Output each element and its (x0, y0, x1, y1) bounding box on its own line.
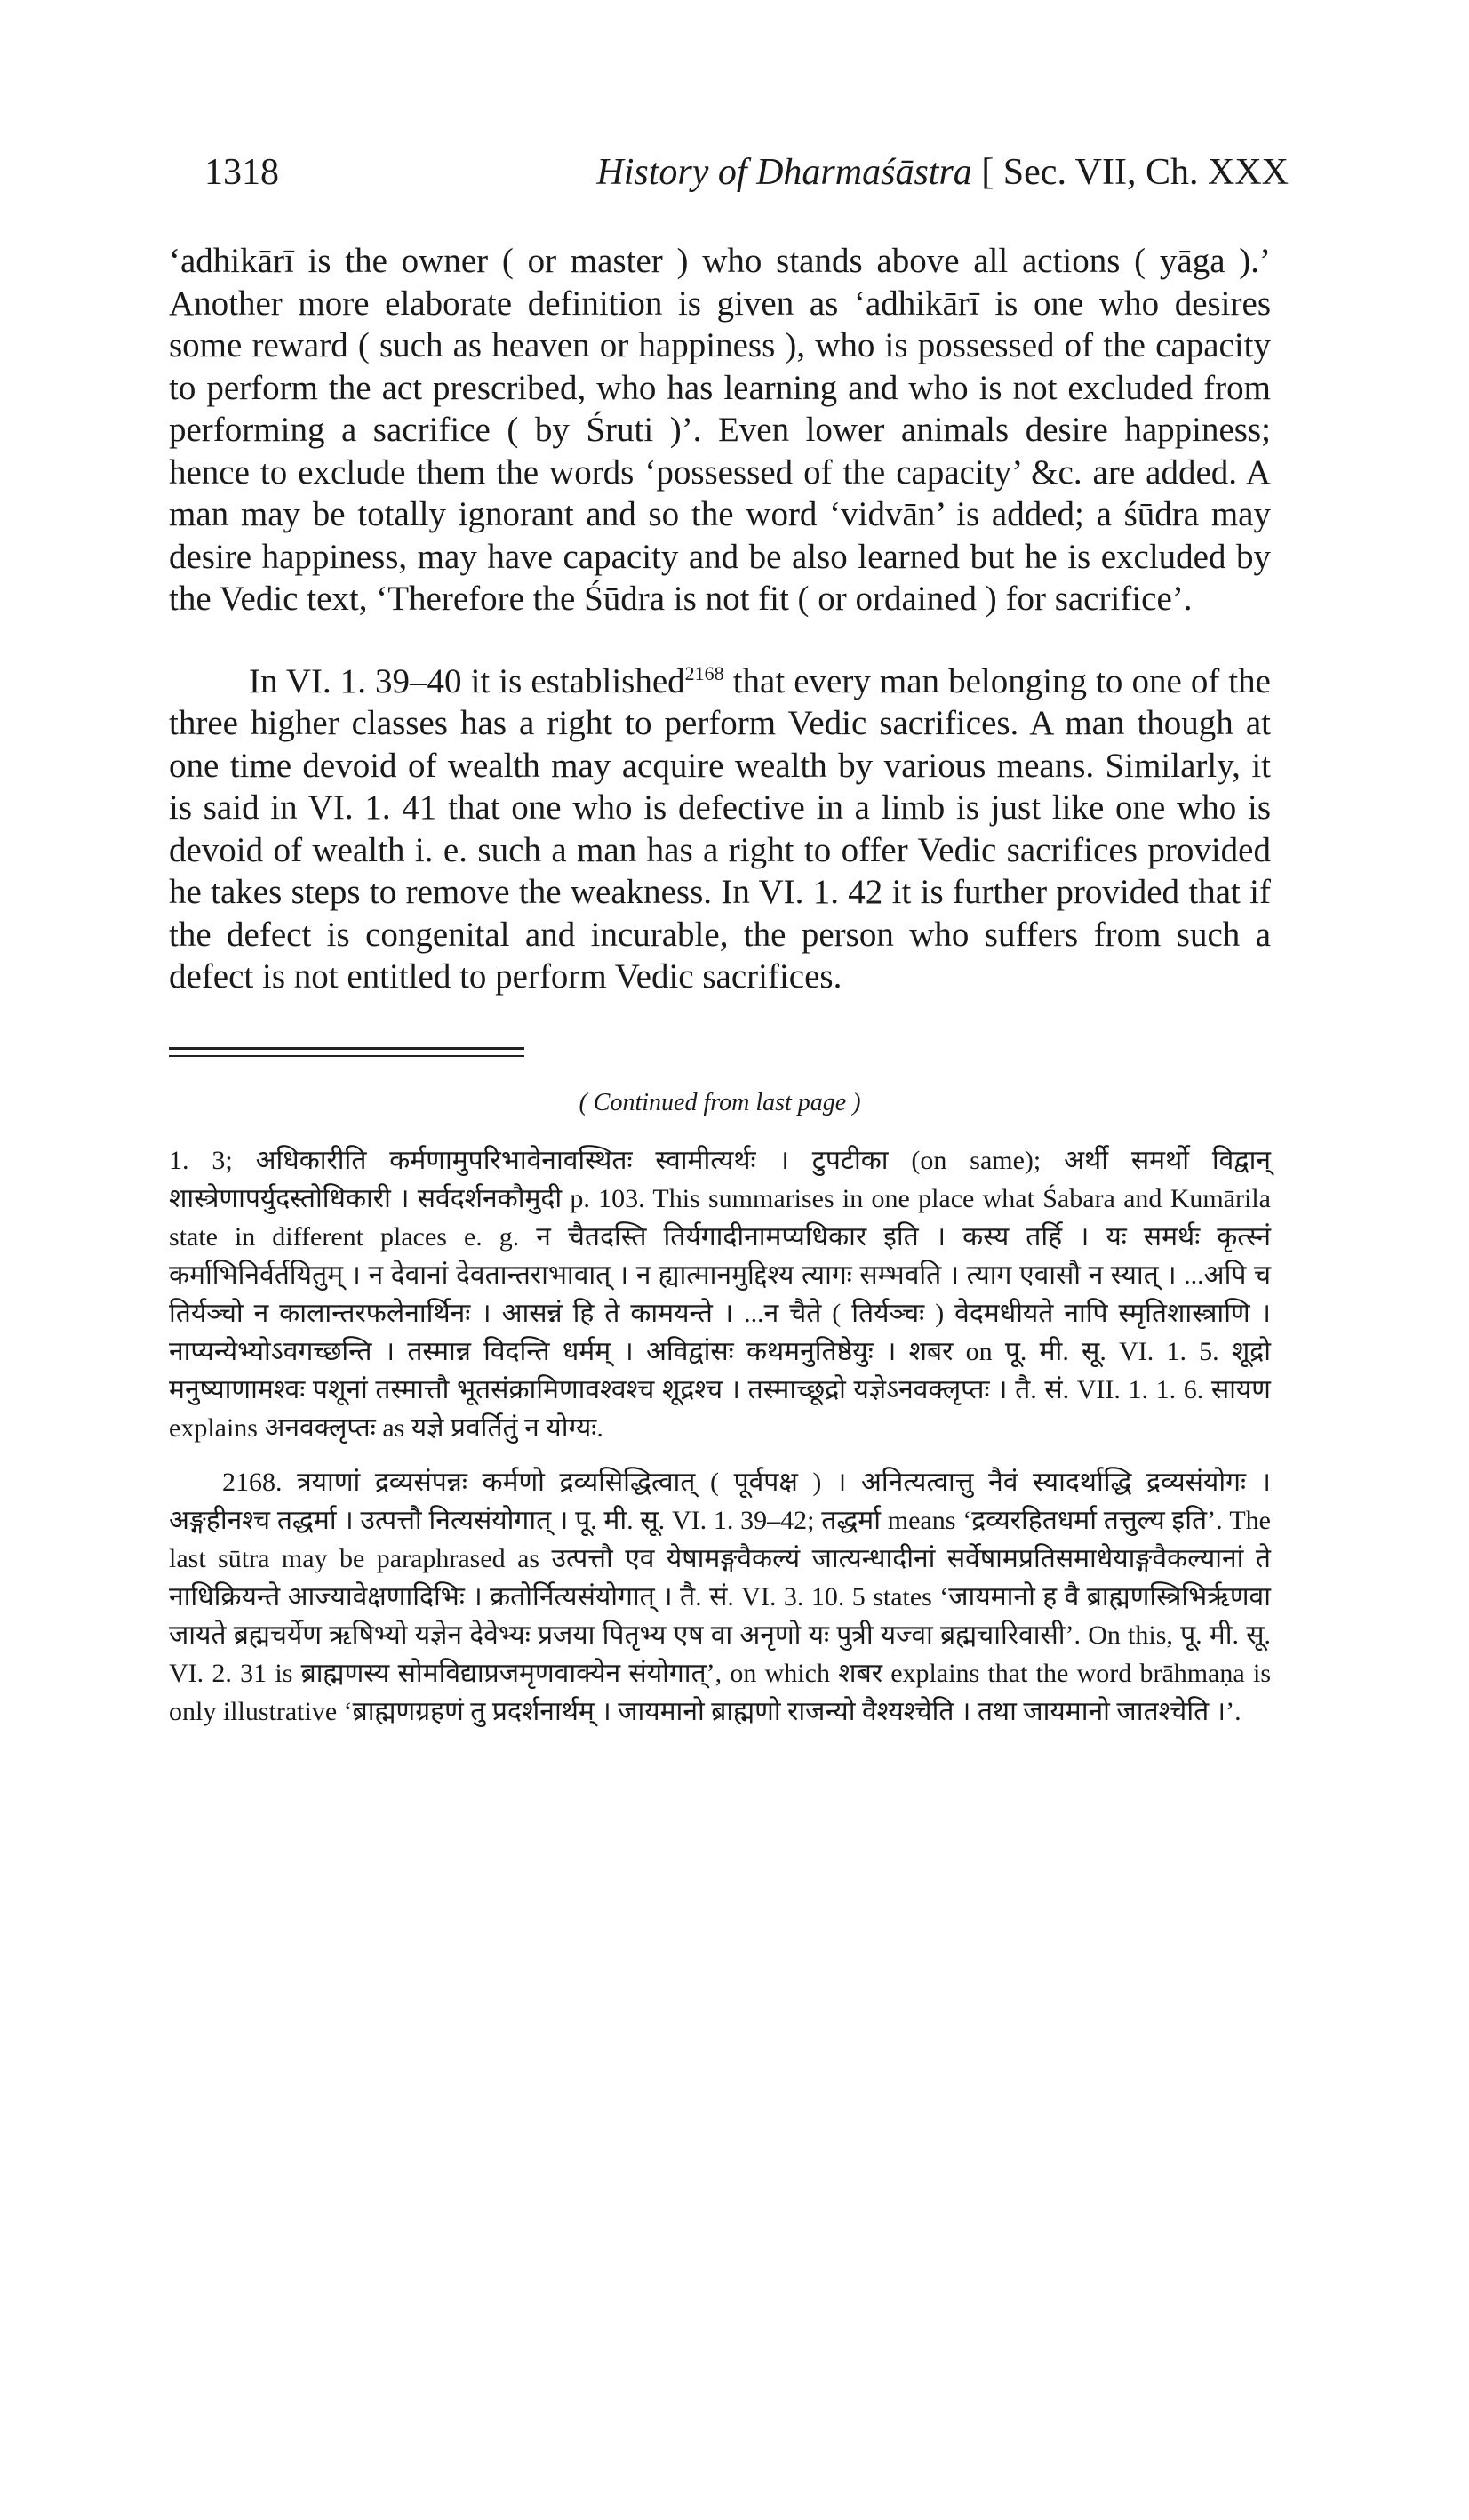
footnote: 1. 3; अधिकारीति कर्मणामुपरिभावेनावस्थितः स्वामीत्यर्थः । टुपटीका (on same); अर्थी समर्थो विद्वान् शास्त्रेणापर्युदस्तोधिकारी । सर्वदर्शनकौमुदी p. 103. This summarises in one place what Śabara and Kumārila state in different places e. g. न चैतदस्ति तिर्यगादीनामप्यधिकार इति । कस्य तर्हि । यः समर्थः कृत्स्नं कर्माभिनिर्वर्तयितुम् । न देवानां देवतान्तराभावात् । न ह्यात्मानमुद्दिश्य त्यागः सम्भवति । त्याग एवासौ न स्यात् । ...अपि च तिर्यञ्चो न कालान्तरफलेनार्थिनः । आसन्नं हि ते कामयन्ते । ...न चैते ( तिर्यञ्चः ) वेदमधीयते नापि स्मृतिशास्त्राणि । नाप्यन्येभ्योऽवगच्छन्ति । तस्मान्न विदन्ति धर्मम् । अविद्वांसः कथमनुतिष्ठेयुः । शबर on पू. मी. सू. VI. 1. 5. शूद्रो मनुष्याणामश्वः पशूनां तस्मात्तौ भूतसंक्रामिणावश्वश्च शूद्रश्च । तस्माच्छूद्रो यज्ञेऽनवक्लृप्तः । तै. सं. VII. 1. 1. 6. सायण explains अनवक्लृप्तः as यज्ञे प्रवर्तितुं न योग्यः. (169, 1145, 1271, 1443)
paragraph (169, 660, 1271, 998)
footnotes (169, 1084, 1271, 1731)
running-title: History of Dharmaśāstra (596, 152, 972, 193)
page-header (169, 151, 1289, 231)
page-number: 1318 (204, 152, 279, 193)
section-label: [ Sec. VII, Ch. XXX (981, 152, 1289, 193)
continued-note: ( Continued from last page ) (579, 1088, 861, 1116)
footnote: 2168. त्रयाणां द्रव्यसंपन्नः कर्मणो द्रव्यसिद्धित्वात् ( पूर्वपक्ष ) । अनित्यत्वात्तु नैवं स्यादर्थाद्धि द्रव्यसंयोगः । अङ्गहीनश्च तद्धर्मा । उत्पत्तौ नित्यसंयोगात् । पू. मी. सू. VI. 1. 39–42; तद्धर्मा means ‘द्रव्यरहितधर्मा तत्तुल्य इति’. The last sūtra may be paraphrased as उत्पत्तौ एव येषामङ्गवैकल्यं जात्यन्धादीनां सर्वेषामप्रतिसमाधेयाङ्गवैकल्यानां ते नाधिक्रियन्ते आज्यावेक्षणादिभिः । क्रतोर्नित्यसंयोगात् । तै. सं. VI. 3. 10. 5 states ‘जायमानो ह वै ब्राह्मणस्त्रिभिर्ऋणवा जायते ब्रह्मचर्येण ऋषिभ्यो यज्ञेन देवेभ्यः प्रजया पितृभ्य एष वा अनृणो यः पुत्री यज्वा ब्रह्मचारिवासी’. On this, पू. मी. सू. VI. 2. 31 is ब्राह्मणस्य सोमविद्याप्रजमृणवाक्येन संयोगात्’, on which शबर explains that the word brāhmaṇa is only illustrative ‘ब्राह्मणग्रहणं तु प्रदर्शनार्थम् । जायमानो ब्राह्मणो राजन्यो वैश्यश्चेति । तथा जायमानो जातश्चेति ।’. (169, 1467, 1271, 1726)
main-text (169, 240, 1271, 998)
paragraph-text: that every man belonging to one of the three higher classes has a right to perform Vedic sacrifices. A man though at one time devoid of wealth may acquire wealth by various means. Similarly, it is said in VI. 1. 41 that one who is defective in a limb is just like one who is devoid of wealth i. e. such a man has a right to offer Vedic sacrifices provided he takes steps to remove the weakness. In VI. 1. 42 it is further provided that if the defect is congenital and incurable, the person who suffers from such a defect is not entitled to perform Vedic sacrifices. (169, 661, 1271, 996)
book-page (169, 151, 1289, 1731)
footnote-reference: 2168 (684, 661, 724, 684)
running-head (596, 151, 1289, 194)
footnote-divider (169, 1047, 524, 1057)
paragraph-text: In VI. 1. 39–40 it is established (249, 661, 685, 700)
paragraph: ‘adhikārī is the owner ( or master ) who stands above all actions ( yāga ).’ Another more elaborate definition is given as ‘adhikārī is one who desires some reward ( such as heaven or happiness ), who is possessed of the capacity to perform the act prescribed, who has learning and who is not excluded from performing a sacrifice ( by Śruti )’. Even lower animals desire happiness; hence to exclude them the words ‘possessed of the capacity’ &c. are added. A man may be totally ignorant and so the word ‘vidvān’ is added; a śūdra may desire happiness, may have capacity and be also learned but he is excluded by the Vedic text, ‘Therefore the Śūdra is not fit ( or ordained ) for sacrifice’. (169, 242, 1271, 618)
footnote-list (169, 1141, 1271, 1731)
